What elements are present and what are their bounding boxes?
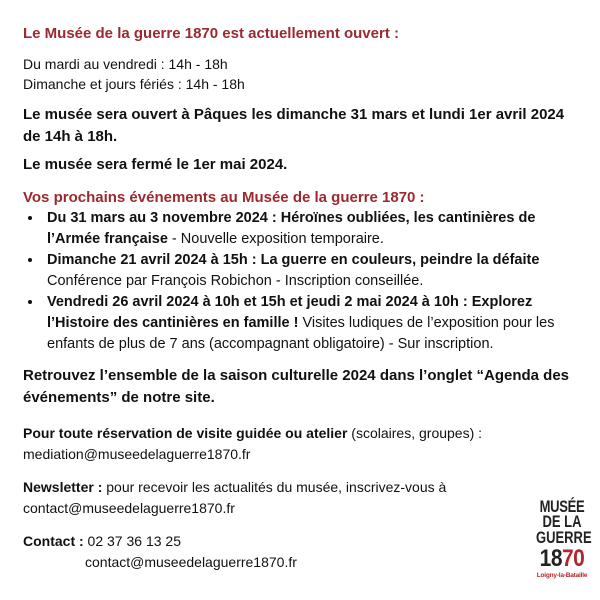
event-description: Conférence par François Robichon - Inscription conseillée. (47, 273, 424, 289)
closure-notice: Le musée sera fermé le 1er mai 2024. (23, 156, 288, 173)
events-list (23, 208, 583, 355)
booking-info (23, 423, 583, 465)
logo-year-part-2: 70 (562, 545, 585, 572)
event-description: Visites ludiques de l’exposition pour les enfants de plus de 7 ans (accompagnant obligatoire) - Sur inscription. (47, 315, 555, 352)
logo-year-part-1: 18 (539, 545, 562, 572)
event-description: - Nouvelle exposition temporaire. (167, 231, 384, 247)
museum-info-panel (23, 24, 583, 573)
contact-email: contact@museedelaguerre1870.fr (85, 554, 297, 570)
museum-logo (536, 497, 592, 590)
easter-notice: Le musée sera ouvert à Pâques les dimanche 31 mars et lundi 1er avril 2024 de 14h à 18h. (23, 106, 565, 145)
opening-hours-sundays: Dimanche et jours fériés : 14h - 18h (23, 76, 245, 92)
event-item (43, 250, 583, 292)
opening-hours-weekdays: Du mardi au vendredi : 14h - 18h (23, 56, 228, 72)
season-notice: Retrouvez l’ensemble de la saison culturelle 2024 dans l’onglet “Agenda des événements” de notre site. (23, 367, 570, 406)
event-title: Du 31 mars au 3 novembre 2024 : Héroïnes oubliées, les cantinières de l’Armée française (47, 210, 536, 247)
event-item (43, 292, 583, 355)
logo-line-3: GUERRE (536, 528, 592, 547)
newsletter-info (23, 477, 583, 519)
opening-heading: Le Musée de la guerre 1870 est actuellement ouvert : (23, 25, 399, 42)
logo-line-2: DE LA (542, 512, 582, 531)
contact-info (23, 531, 583, 552)
newsletter-label: Newsletter : (23, 479, 103, 495)
events-heading: Vos prochains événements au Musée de la guerre 1870 : (23, 189, 425, 206)
event-item (43, 208, 583, 250)
contact-phone: 02 37 36 13 25 (83, 533, 181, 549)
newsletter-text: pour recevoir les actualités du musée, inscrivez-vous à contact@museedelaguerre1870.fr (23, 479, 447, 516)
booking-text: (scolaires, groupes) : mediation@museedelaguerre1870.fr (23, 425, 483, 462)
event-title: Dimanche 21 avril 2024 à 15h : La guerre en couleurs, peindre la défaite (47, 252, 540, 268)
logo-year (536, 546, 588, 571)
logo-location: Loigny-la-Bataille (536, 572, 588, 579)
contact-label: Contact : (23, 533, 84, 549)
booking-label: Pour toute réservation de visite guidée ou atelier (23, 425, 348, 441)
logo-line-1: MUSÉE (539, 497, 585, 516)
event-title: Vendredi 26 avril 2024 à 10h et 15h et jeudi 2 mai 2024 à 10h : Explorez l’Histoire des cantinières en famille ! (47, 294, 533, 331)
